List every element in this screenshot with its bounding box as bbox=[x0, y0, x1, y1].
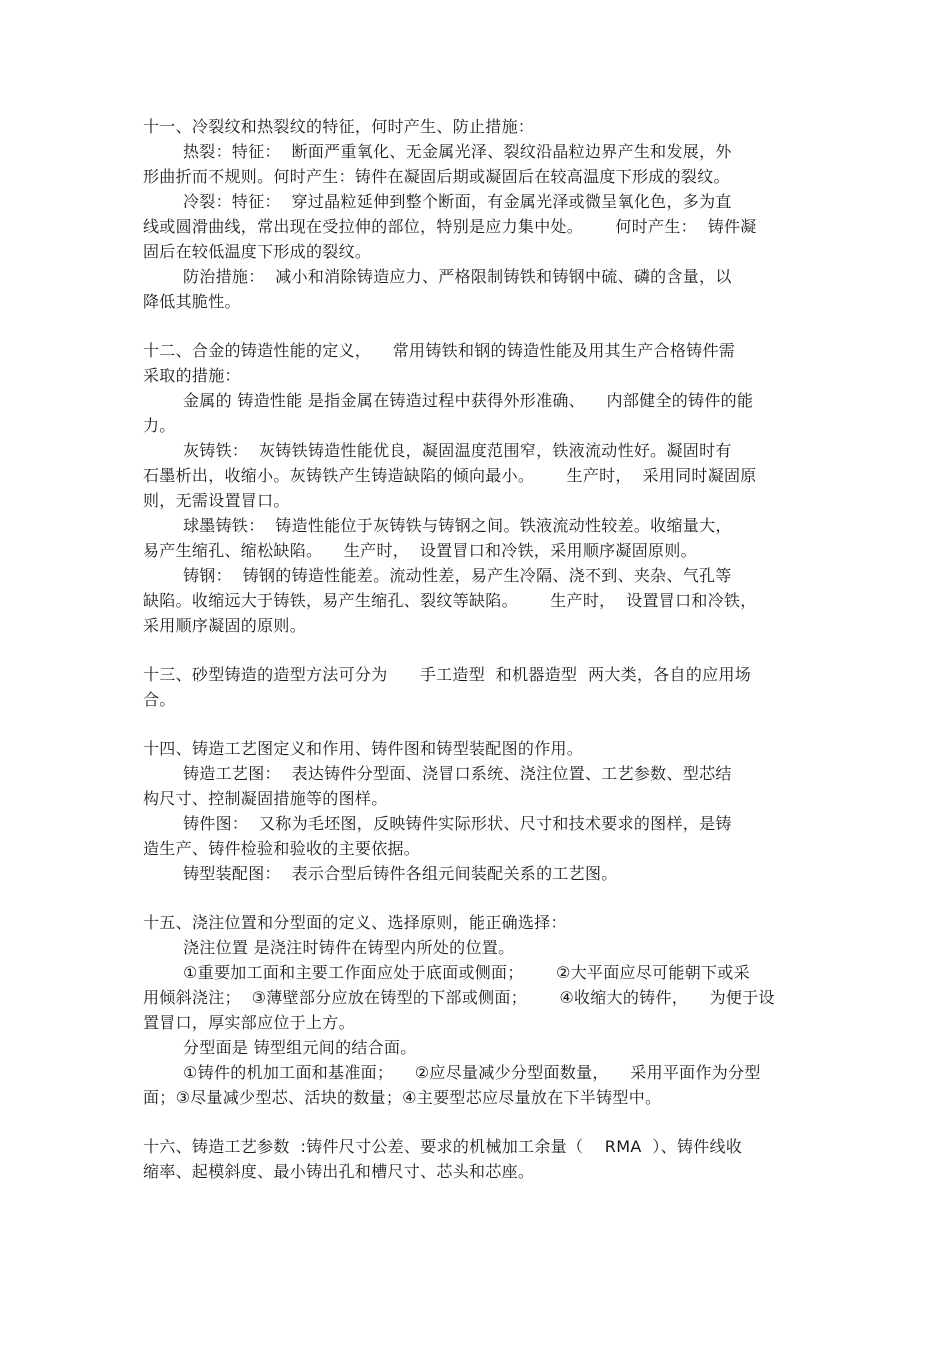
paragraph-line: 铸造工艺图： 表达铸件分型面、浇冒口系统、浇注位置、工艺参数、型芯结 bbox=[183, 764, 732, 783]
paragraph-line: 冷裂：特征： 穿过晶粒延伸到整个断面，有金属光泽或微呈氧化色，多为直 bbox=[183, 192, 732, 211]
paragraph-line: 线或圆滑曲线，常出现在受拉伸的部位，特别是应力集中处。 何时产生： 铸件凝 bbox=[143, 217, 757, 236]
section-14 bbox=[143, 736, 811, 886]
section-11 bbox=[143, 114, 811, 314]
section-13 bbox=[143, 662, 811, 712]
section-12 bbox=[143, 338, 811, 638]
paragraph-line: 铸钢： 铸钢的铸造性能差。流动性差，易产生冷隔、浇不到、夹杂、气孔等 bbox=[183, 566, 732, 585]
paragraph-line: 固后在较低温度下形成的裂纹。 bbox=[143, 242, 372, 261]
paragraph-line: 缺陷。收缩远大于铸铁，易产生缩孔、裂纹等缺陷。 生产时， 设置冒口和冷铁， bbox=[143, 591, 757, 610]
paragraph-line: ①铸件的机加工面和基准面； ②应尽量减少分型面数量， 采用平面作为分型 bbox=[183, 1063, 761, 1082]
paragraph-line: 热裂：特征： 断面严重氧化、无金属光泽、裂纹沿晶粒边界产生和发展，外 bbox=[183, 142, 732, 161]
paragraph-line: 金属的 铸造性能 是指金属在铸造过程中获得外形准确、 内部健全的铸件的能 bbox=[183, 391, 754, 410]
paragraph-line: 形曲折而不规则。何时产生：铸件在凝固后期或凝固后在较高温度下形成的裂纹。 bbox=[143, 167, 730, 186]
paragraph-line: 铸件图： 又称为毛坯图，反映铸件实际形状、尺寸和技术要求的图样，是铸 bbox=[183, 814, 732, 833]
paragraph-line: 构尺寸、控制凝固措施等的图样。 bbox=[143, 789, 388, 808]
section-15 bbox=[143, 910, 811, 1110]
paragraph-line: 力。 bbox=[143, 416, 176, 435]
section-heading: 采取的措施： bbox=[143, 366, 241, 385]
paragraph-line: 降低其脆性。 bbox=[143, 292, 241, 311]
paragraph-line: 灰铸铁： 灰铸铁铸造性能优良，凝固温度范围窄，铁液流动性好。凝固时有 bbox=[183, 441, 732, 460]
paragraph-line: 铸型装配图： 表示合型后铸件各组元间装配关系的工艺图。 bbox=[183, 864, 618, 883]
paragraph-line: 浇注位置 是浇注时铸件在铸型内所处的位置。 bbox=[183, 938, 515, 957]
paragraph-line: 分型面是 铸型组元间的结合面。 bbox=[183, 1038, 417, 1057]
paragraph-line: 球墨铸铁： 铸造性能位于灰铸铁与铸钢之间。铁液流动性较差。收缩量大， bbox=[183, 516, 732, 535]
section-heading: 十二、合金的铸造性能的定义， 常用铸铁和钢的铸造性能及用其生产合格铸件需 bbox=[143, 341, 736, 360]
document-page bbox=[143, 114, 811, 1208]
paragraph-line: 面；③尽量减少型芯、活块的数量；④主要型芯应尽量放在下半铸型中。 bbox=[143, 1088, 662, 1107]
paragraph-line: 则，无需设置冒口。 bbox=[143, 491, 290, 510]
section-heading: 十三、砂型铸造的造型方法可分为 手工造型 和机器造型 两大类，各自的应用场 bbox=[143, 665, 752, 684]
paragraph-line: 防治措施： 减小和消除铸造应力、严格限制铸铁和铸钢中硫、磷的含量，以 bbox=[183, 267, 732, 286]
paragraph-line: 石墨析出，收缩小。灰铸铁产生铸造缺陷的倾向最小。 生产时， 采用同时凝固原 bbox=[143, 466, 757, 485]
paragraph-line: 易产生缩孔、缩松缺陷。 生产时， 设置冒口和冷铁，采用顺序凝固原则。 bbox=[143, 541, 697, 560]
paragraph-line: 置冒口，厚实部应位于上方。 bbox=[143, 1013, 355, 1032]
section-heading: 十五、浇注位置和分型面的定义、选择原则，能正确选择： bbox=[143, 913, 567, 932]
section-heading: 十一、冷裂纹和热裂纹的特征，何时产生、防止措施： bbox=[143, 117, 535, 136]
section-16 bbox=[143, 1134, 811, 1184]
paragraph-line: 造生产、铸件检验和验收的主要依据。 bbox=[143, 839, 421, 858]
section-heading: 十四、铸造工艺图定义和作用、铸件图和铸型装配图的作用。 bbox=[143, 739, 584, 758]
section-heading: 合。 bbox=[143, 690, 176, 709]
paragraph-line: 缩率、起模斜度、最小铸出孔和槽尺寸、芯头和芯座。 bbox=[143, 1162, 535, 1181]
section-heading: 十六、铸造工艺参数 :铸件尺寸公差、要求的机械加工余量（ RMA ）、铸件线收 bbox=[143, 1137, 743, 1156]
paragraph-line: ①重要加工面和主要工作面应处于底面或侧面； ②大平面应尽可能朝下或采 bbox=[183, 963, 750, 982]
paragraph-line: 采用顺序凝固的原则。 bbox=[143, 616, 307, 635]
paragraph-line: 用倾斜浇注； ③薄壁部分应放在铸型的下部或侧面； ④收缩大的铸件， 为便于设 bbox=[143, 988, 775, 1007]
